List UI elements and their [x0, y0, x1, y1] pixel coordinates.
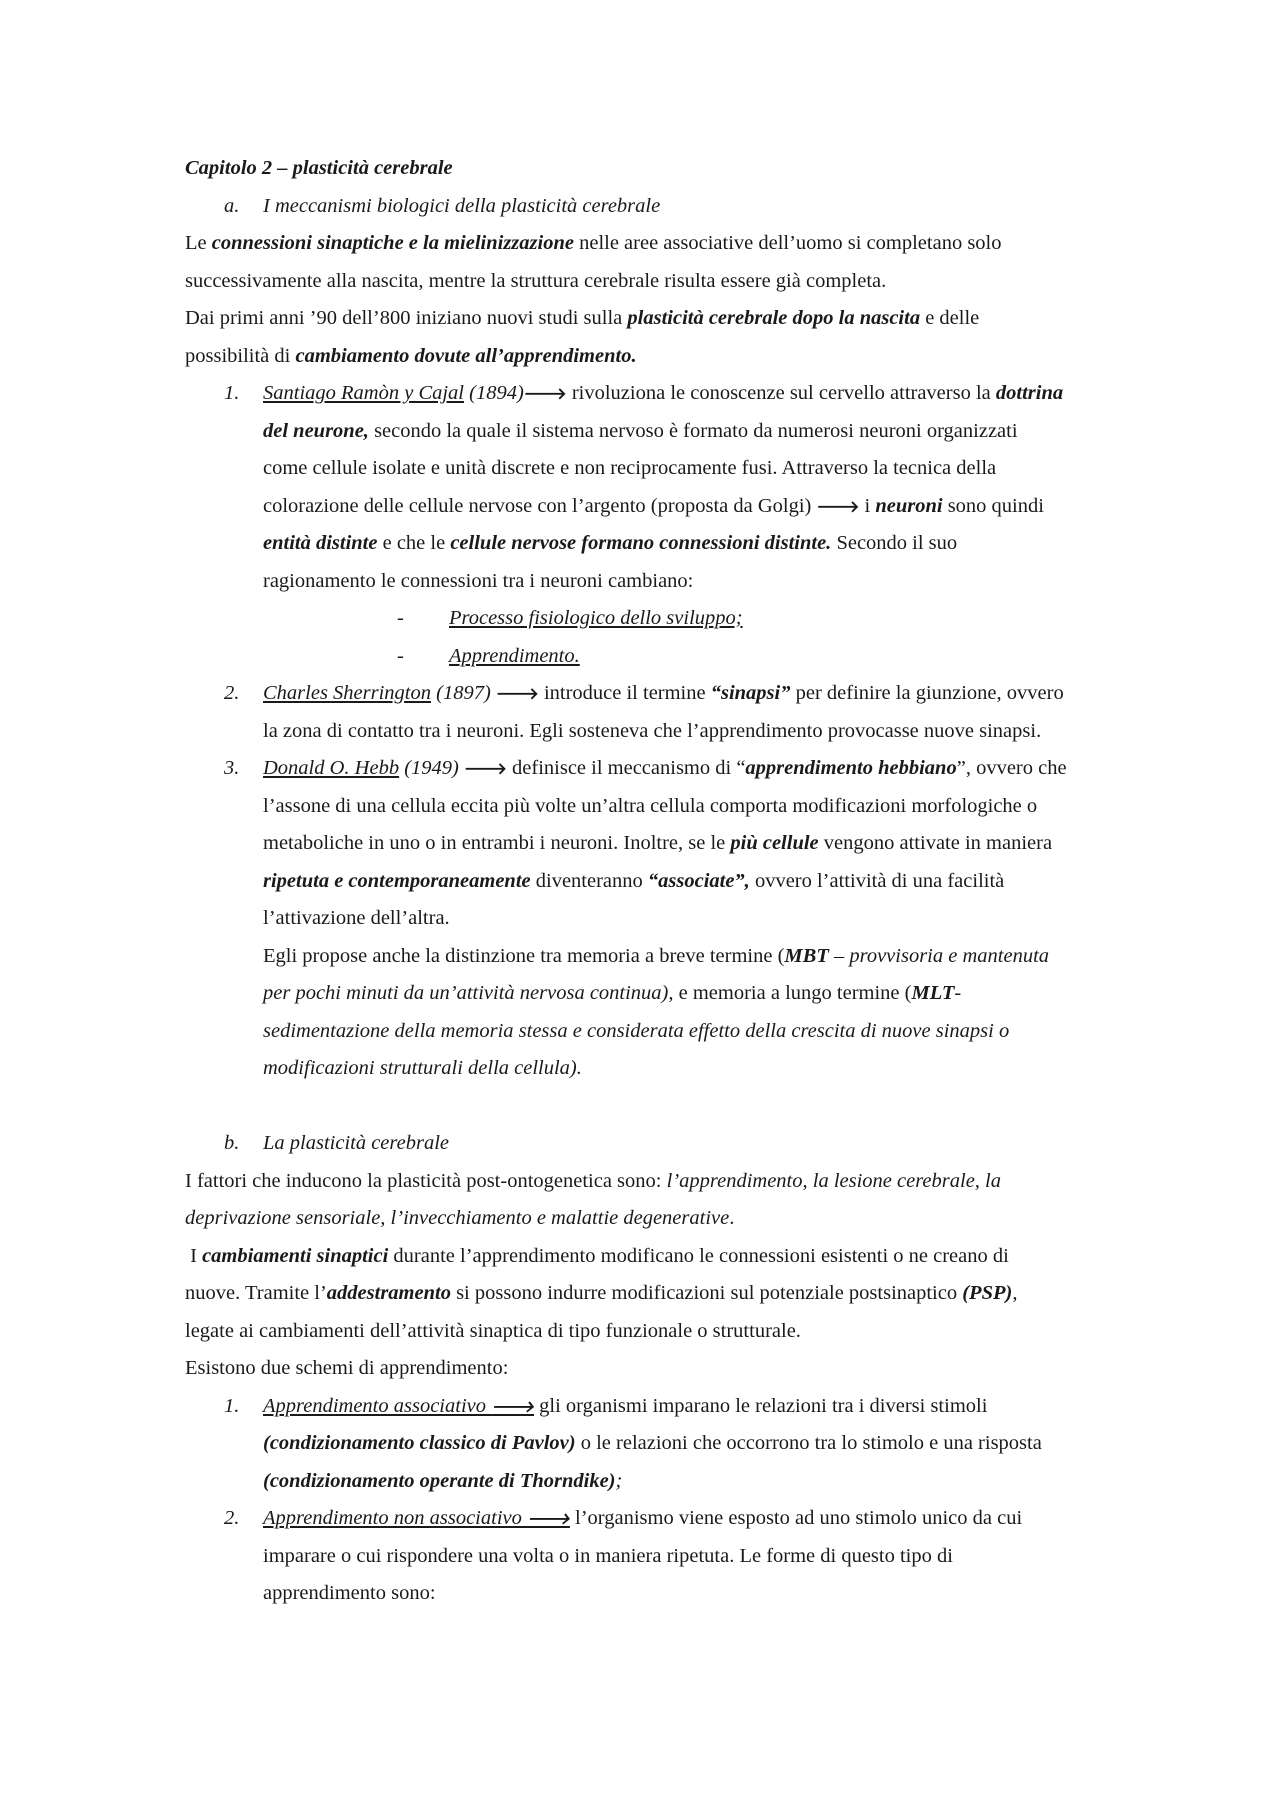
list-item: 2. Charles Sherrington (1897) 🡒 introduce il termine “sinapsi” per definire la giunzione, ovvero: [185, 675, 1100, 713]
paragraph-line: Le connessioni sinaptiche e la mielinizzazione nelle aree associative dell’uomo si completano solo: [185, 232, 1002, 254]
dash-bullet: -: [397, 644, 404, 667]
author-name: Santiago Ramòn y Cajal: [263, 382, 465, 404]
list-item-line: sedimentazione della memoria stessa e considerata effetto della crescita di nuove sinapsi o: [263, 1019, 1010, 1042]
learning-type: Apprendimento associativo: [263, 1394, 492, 1417]
section-b-title: La plasticità cerebrale: [263, 1132, 449, 1154]
list-item-line: Egli propose anche la distinzione tra memoria a breve termine (MBT – provvisoria e mantenuta: [263, 944, 1050, 967]
paragraph-line: Esistono due schemi di apprendimento:: [185, 1357, 509, 1379]
paragraph-line: deprivazione sensoriale, l’invecchiamento e malattie degenerative.: [185, 1207, 735, 1229]
list-item-line: colorazione delle cellule nervose con l’argento (proposta da Golgi) 🡒 i neuroni sono quindi: [263, 494, 1044, 517]
paragraph-line: I fattori che inducono la plasticità post-ontogenetica sono: l’apprendimento, la lesione cerebrale, la: [185, 1169, 1002, 1192]
arrow-right-icon: 🡒: [523, 384, 567, 403]
author-name: Charles Sherrington: [263, 682, 431, 704]
list-number: 1.: [224, 1394, 240, 1417]
list-item-line: apprendimento sono:: [263, 1582, 436, 1604]
section-a-label: a.: [224, 194, 240, 217]
paragraph-line: possibilità di cambiamento dovute all’apprendimento.: [185, 344, 637, 367]
spacer: [185, 1088, 1100, 1126]
list-item-line: metaboliche in uno o in entrambi i neuroni. Inoltre, se le più cellule vengono attivate in maniera: [263, 832, 1053, 854]
list-item-line: la zona di contatto tra i neuroni. Egli sosteneva che l’apprendimento provocasse nuove sinapsi.: [263, 719, 1042, 742]
list-item-line: entità distinte e che le cellule nervose formano connessioni distinte. Secondo il suo: [263, 532, 958, 554]
list-number: 2.: [224, 682, 240, 704]
list-item-line: ripetuta e contemporaneamente diventeranno “associate”, ovvero l’attività di una facilità: [263, 869, 1005, 892]
paragraph-line: I cambiamenti sinaptici durante l’apprendimento modificano le connessioni esistenti o ne creano di: [185, 1244, 1009, 1267]
paragraph-line: successivamente alla nascita, mentre la struttura cerebrale risulta essere già completa.: [185, 269, 887, 292]
list-item-line: come cellule isolate e unità discrete e non reciprocamente fusi. Attraverso la tecnica della: [263, 457, 997, 479]
list-item-line: ragionamento le connessioni tra i neuroni cambiano:: [263, 569, 694, 592]
list-item-line: (condizionamento operante di Thorndike);: [263, 1469, 623, 1492]
list-item: 2. Apprendimento non associativo 🡒 l’organismo viene esposto ad uno stimolo unico da cui: [185, 1500, 1100, 1538]
list-item-line: (condizionamento classico di Pavlov) o le relazioni che occorrono tra lo stimolo e una risposta: [263, 1432, 1042, 1454]
arrow-right-icon: 🡒: [491, 1396, 535, 1416]
paragraph-line: legate ai cambiamenti dell’attività sinaptica di tipo funzionale o strutturale.: [185, 1319, 801, 1342]
section-b-label: b.: [224, 1132, 240, 1154]
section-a-heading: [185, 188, 1100, 226]
dash-bullet: -: [397, 607, 404, 629]
arrow-right-icon: 🡒: [495, 684, 539, 703]
arrow-right-icon: 🡒: [464, 759, 507, 778]
list-item-line: imparare o cui rispondere una volta o in maniera ripetuta. Le forme di questo tipo di: [263, 1544, 953, 1567]
list-item-line: del neurone, secondo la quale il sistema nervoso è formato da numerosi neuroni organizzati: [263, 419, 1018, 442]
section-a-title: I meccanismi biologici della plasticità cerebrale: [263, 194, 661, 217]
list-item: 1. Apprendimento associativo 🡒 gli organismi imparano le relazioni tra i diversi stimoli: [185, 1388, 1100, 1426]
list-item: 1. Santiago Ramòn y Cajal (1894)🡒 rivoluziona le conoscenze sul cervello attraverso la dottrina: [185, 375, 1100, 413]
list-number: 1.: [224, 382, 240, 404]
list-item-line: modificazioni strutturali della cellula).: [263, 1057, 582, 1079]
learning-type: Apprendimento non associativo: [263, 1507, 527, 1529]
chapter-title: Capitolo 2 – plasticità cerebrale: [185, 157, 453, 179]
sub-list-item: - Processo fisiologico dello sviluppo;: [185, 600, 1100, 638]
list-item-line: l’assone di una cellula eccita più volte un’altra cellula comporta modificazioni morfologiche o: [263, 794, 1038, 817]
document-page: [185, 150, 1100, 1613]
paragraph-line: Dai primi anni ’90 dell’800 iniziano nuovi studi sulla plasticità cerebrale dopo la nascita e delle: [185, 307, 980, 329]
author-name: Donald O. Hebb: [263, 757, 400, 779]
list-item-line: per pochi minuti da un’attività nervosa continua), e memoria a lungo termine (MLT-: [263, 982, 962, 1004]
list-number: 2.: [224, 1507, 240, 1529]
paragraph-line: nuove. Tramite l’addestramento si possono indurre modificazioni sul potenziale postsinaptico (PSP),: [185, 1282, 1018, 1304]
section-b-heading: [185, 1125, 1100, 1163]
arrow-right-icon: 🡒: [527, 1509, 570, 1528]
sub-list-item: - Apprendimento.: [185, 638, 1100, 676]
list-item: 3. Donald O. Hebb (1949) 🡒 definisce il meccanismo di “apprendimento hebbiano”, ovvero che: [185, 750, 1100, 788]
list-number: 3.: [224, 757, 240, 779]
arrow-right-icon: 🡒: [816, 496, 860, 516]
list-item-line: l’attivazione dell’altra.: [263, 907, 450, 929]
